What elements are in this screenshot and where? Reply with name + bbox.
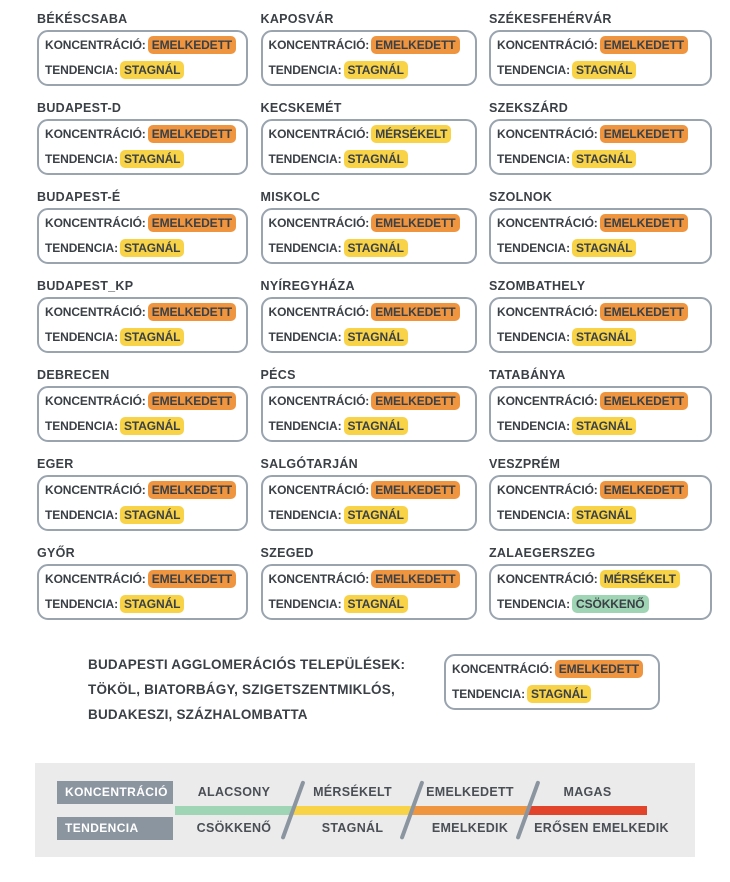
tendency-line — [497, 147, 708, 172]
concentration-label: KONCENTRÁCIÓ: — [268, 216, 370, 230]
tendency-line — [497, 414, 708, 439]
concentration-line — [45, 478, 244, 503]
tendency-label: TENDENCIA: — [268, 508, 342, 522]
city-status-box — [261, 297, 477, 353]
tendency-label: TENDENCIA: — [268, 330, 342, 344]
concentration-line — [497, 478, 708, 503]
city-status-box — [489, 297, 712, 353]
city-name: SZOLNOK — [489, 190, 553, 204]
agglomeration-status-box — [444, 654, 660, 710]
concentration-value-badge: EMELKEDETT — [148, 481, 236, 499]
legend-concentration-level: ALACSONY — [197, 785, 271, 799]
legend-concentration-label: KONCENTRÁCIÓ — [57, 781, 173, 804]
tendency-value-badge: STAGNÁL — [344, 239, 408, 257]
agglomeration-towns-line1: TÖKÖL, BIATORBÁGY, SZIGETSZENTMIKLÓS, — [88, 682, 395, 697]
concentration-line — [45, 33, 244, 58]
city-card — [489, 457, 712, 531]
tendency-value-badge: STAGNÁL — [120, 417, 184, 435]
tendency-label: TENDENCIA: — [497, 597, 570, 611]
concentration-value-badge: EMELKEDETT — [600, 36, 688, 54]
concentration-label: KONCENTRÁCIÓ: — [268, 38, 370, 52]
concentration-label: KONCENTRÁCIÓ: — [497, 127, 598, 141]
city-status-box — [261, 30, 477, 86]
tendency-label: TENDENCIA: — [452, 687, 525, 701]
concentration-value-badge: EMELKEDETT — [148, 570, 236, 588]
legend-segment-moderate — [293, 781, 412, 840]
city-name: VESZPRÉM — [489, 457, 561, 471]
concentration-label: KONCENTRÁCIÓ: — [45, 394, 146, 408]
city-card — [489, 190, 712, 264]
city-status-box — [261, 119, 477, 175]
tendency-value-badge: STAGNÁL — [120, 595, 184, 613]
concentration-value-badge: EMELKEDETT — [148, 125, 236, 143]
tendency-line — [45, 503, 244, 528]
tendency-line — [45, 236, 244, 261]
tendency-label: TENDENCIA: — [497, 508, 570, 522]
concentration-value-badge: EMELKEDETT — [371, 570, 459, 588]
city-status-box — [261, 564, 477, 620]
concentration-value-badge: EMELKEDETT — [148, 36, 236, 54]
tendency-line — [497, 503, 708, 528]
concentration-value-badge: EMELKEDETT — [148, 214, 236, 232]
concentration-line — [497, 300, 708, 325]
concentration-line — [269, 300, 473, 325]
city-card — [489, 12, 712, 86]
tendency-label: TENDENCIA: — [497, 63, 570, 77]
tendency-value-badge: STAGNÁL — [572, 150, 636, 168]
legend-segment-low — [175, 781, 293, 840]
tendency-line — [452, 682, 656, 707]
concentration-value-badge: EMELKEDETT — [600, 481, 688, 499]
city-name: BÉKÉSCSABA — [37, 12, 128, 26]
tendency-line — [269, 592, 473, 617]
tendency-value-badge: STAGNÁL — [344, 506, 408, 524]
tendency-label: TENDENCIA: — [45, 330, 118, 344]
concentration-label: KONCENTRÁCIÓ: — [268, 394, 370, 408]
concentration-label: KONCENTRÁCIÓ: — [497, 572, 598, 586]
legend-color-strip-yellow — [293, 806, 412, 815]
city-status-box — [37, 386, 248, 442]
concentration-label: KONCENTRÁCIÓ: — [268, 483, 370, 497]
concentration-value-badge: EMELKEDETT — [371, 481, 459, 499]
tendency-label: TENDENCIA: — [45, 241, 118, 255]
city-card — [489, 368, 712, 442]
tendency-value-badge: STAGNÁL — [344, 417, 408, 435]
concentration-line — [497, 122, 708, 147]
concentration-label: KONCENTRÁCIÓ: — [497, 38, 598, 52]
concentration-line — [45, 122, 244, 147]
legend-color-strip-orange — [412, 806, 528, 815]
concentration-label: KONCENTRÁCIÓ: — [45, 572, 146, 586]
tendency-value-badge: STAGNÁL — [120, 506, 184, 524]
concentration-label: KONCENTRÁCIÓ: — [497, 305, 598, 319]
tendency-label: TENDENCIA: — [45, 419, 118, 433]
concentration-line — [269, 33, 473, 58]
tendency-value-badge: STAGNÁL — [572, 239, 636, 257]
city-name: SALGÓTARJÁN — [260, 457, 359, 471]
concentration-label: KONCENTRÁCIÓ: — [452, 662, 553, 676]
city-card — [37, 368, 248, 442]
agglomeration-text — [88, 652, 405, 727]
city-name: NYÍREGYHÁZA — [260, 279, 355, 293]
legend-color-strip-green — [175, 806, 293, 815]
tendency-value-badge: STAGNÁL — [344, 328, 408, 346]
tendency-label: TENDENCIA: — [497, 241, 570, 255]
tendency-value-badge: STAGNÁL — [572, 506, 636, 524]
tendency-value-badge: STAGNÁL — [344, 61, 408, 79]
concentration-line — [269, 211, 473, 236]
tendency-value-badge: STAGNÁL — [120, 150, 184, 168]
concentration-label: KONCENTRÁCIÓ: — [268, 127, 370, 141]
city-status-box — [37, 564, 248, 620]
concentration-value-badge: EMELKEDETT — [371, 214, 459, 232]
city-grid — [37, 12, 712, 620]
tendency-label: TENDENCIA: — [268, 419, 342, 433]
tendency-label: TENDENCIA: — [497, 419, 570, 433]
tendency-line — [269, 414, 473, 439]
city-status-box — [37, 208, 248, 264]
concentration-label: KONCENTRÁCIÓ: — [497, 394, 598, 408]
tendency-line — [45, 58, 244, 83]
concentration-value-badge: MÉRSÉKELT — [371, 125, 451, 143]
concentration-line — [452, 657, 656, 682]
city-status-box — [489, 30, 712, 86]
tendency-line — [45, 147, 244, 172]
tendency-value-badge: STAGNÁL — [572, 328, 636, 346]
tendency-value-badge: STAGNÁL — [572, 61, 636, 79]
legend-color-strip-red — [528, 806, 647, 815]
city-status-box — [489, 208, 712, 264]
legend-row-labels — [57, 781, 173, 840]
tendency-line — [45, 325, 244, 350]
city-name: SZÉKESFEHÉRVÁR — [489, 12, 612, 26]
concentration-label: KONCENTRÁCIÓ: — [45, 305, 146, 319]
tendency-label: TENDENCIA: — [497, 152, 570, 166]
tendency-value-badge: STAGNÁL — [572, 417, 636, 435]
city-card — [261, 279, 477, 353]
concentration-value-badge: EMELKEDETT — [148, 392, 236, 410]
city-card — [37, 190, 248, 264]
city-status-box — [37, 475, 248, 531]
city-name: EGER — [37, 457, 74, 471]
tendency-value-badge: STAGNÁL — [120, 328, 184, 346]
legend-tendency-level: EMELKEDIK — [431, 821, 509, 835]
city-status-box — [489, 475, 712, 531]
concentration-value-badge: EMELKEDETT — [148, 303, 236, 321]
agglomeration-section — [88, 652, 660, 727]
tendency-label: TENDENCIA: — [268, 63, 342, 77]
city-status-box — [37, 297, 248, 353]
concentration-line — [45, 211, 244, 236]
city-card — [261, 546, 477, 620]
legend-tendency-level: STAGNÁL — [321, 821, 384, 835]
tendency-line — [269, 236, 473, 261]
tendency-value-badge: STAGNÁL — [344, 150, 408, 168]
legend-tendency-level: CSÖKKENŐ — [196, 821, 272, 835]
concentration-label: KONCENTRÁCIÓ: — [45, 38, 146, 52]
tendency-label: TENDENCIA: — [497, 330, 570, 344]
concentration-label: KONCENTRÁCIÓ: — [45, 483, 146, 497]
concentration-value-badge: MÉRSÉKELT — [600, 570, 680, 588]
legend-panel — [35, 763, 695, 857]
concentration-line — [269, 122, 473, 147]
tendency-value-badge: STAGNÁL — [120, 61, 184, 79]
agglomeration-towns-line2: BUDAKESZI, SZÁZHALOMBATTA — [88, 707, 308, 722]
legend-tendency-level: ERŐSEN EMELKEDIK — [534, 821, 669, 835]
concentration-label: KONCENTRÁCIÓ: — [45, 216, 146, 230]
city-card — [37, 279, 248, 353]
city-name: TATABÁNYA — [489, 368, 566, 382]
city-card — [37, 457, 248, 531]
city-name: ZALAEGERSZEG — [489, 546, 596, 560]
concentration-line — [269, 478, 473, 503]
city-status-box — [37, 30, 248, 86]
city-name: GYŐR — [37, 546, 76, 560]
legend-concentration-level: EMELKEDETT — [426, 785, 514, 799]
city-name: SZEKSZÁRD — [489, 101, 569, 115]
city-card — [261, 368, 477, 442]
city-status-box — [489, 564, 712, 620]
tendency-value-badge: CSÖKKENŐ — [572, 595, 649, 613]
concentration-label: KONCENTRÁCIÓ: — [268, 305, 370, 319]
legend-segment-high — [528, 781, 675, 840]
city-name: MISKOLC — [260, 190, 321, 204]
legend-concentration-level: MÉRSÉKELT — [313, 785, 392, 799]
city-name: BUDAPEST_KP — [37, 279, 134, 293]
city-card — [37, 12, 248, 86]
city-card — [261, 101, 477, 175]
city-status-box — [261, 386, 477, 442]
concentration-line — [497, 389, 708, 414]
concentration-line — [497, 33, 708, 58]
concentration-value-badge: EMELKEDETT — [600, 392, 688, 410]
concentration-value-badge: EMELKEDETT — [600, 214, 688, 232]
legend-segment-elevated — [412, 781, 528, 840]
concentration-value-badge: EMELKEDETT — [555, 660, 643, 678]
tendency-value-badge: STAGNÁL — [344, 595, 408, 613]
concentration-value-badge: EMELKEDETT — [600, 125, 688, 143]
concentration-value-badge: EMELKEDETT — [371, 392, 459, 410]
city-card — [37, 101, 248, 175]
tendency-label: TENDENCIA: — [268, 152, 342, 166]
city-status-box — [261, 208, 477, 264]
legend-tendency-label: TENDENCIA — [57, 817, 173, 840]
concentration-label: KONCENTRÁCIÓ: — [45, 127, 146, 141]
concentration-line — [269, 389, 473, 414]
city-card — [261, 457, 477, 531]
city-card — [261, 12, 477, 86]
concentration-label: KONCENTRÁCIÓ: — [268, 572, 370, 586]
tendency-line — [269, 503, 473, 528]
concentration-label: KONCENTRÁCIÓ: — [497, 483, 598, 497]
city-status-box — [489, 386, 712, 442]
city-status-box — [37, 119, 248, 175]
concentration-line — [497, 211, 708, 236]
city-name: SZEGED — [260, 546, 314, 560]
legend-concentration-level: MAGAS — [563, 785, 612, 799]
city-name: BUDAPEST-D — [37, 101, 122, 115]
concentration-line — [45, 567, 244, 592]
tendency-label: TENDENCIA: — [268, 241, 342, 255]
city-name: SZOMBATHELY — [489, 279, 586, 293]
tendency-label: TENDENCIA: — [45, 508, 118, 522]
tendency-line — [497, 236, 708, 261]
city-name: DEBRECEN — [37, 368, 110, 382]
concentration-line — [269, 567, 473, 592]
concentration-line — [45, 300, 244, 325]
agglomeration-title: BUDAPESTI AGGLOMERÁCIÓS TELEPÜLÉSEK: — [88, 657, 406, 672]
city-card — [37, 546, 248, 620]
city-status-box — [489, 119, 712, 175]
tendency-line — [497, 58, 708, 83]
city-card — [489, 101, 712, 175]
tendency-line — [269, 325, 473, 350]
tendency-line — [269, 147, 473, 172]
tendency-label: TENDENCIA: — [45, 63, 118, 77]
tendency-value-badge: STAGNÁL — [527, 685, 591, 703]
concentration-value-badge: EMELKEDETT — [600, 303, 688, 321]
tendency-line — [497, 325, 708, 350]
legend-scale — [175, 781, 675, 840]
concentration-value-badge: EMELKEDETT — [371, 36, 459, 54]
city-status-box — [261, 475, 477, 531]
tendency-line — [45, 592, 244, 617]
concentration-label: KONCENTRÁCIÓ: — [497, 216, 598, 230]
tendency-label: TENDENCIA: — [45, 152, 118, 166]
city-name: KECSKEMÉT — [260, 101, 342, 115]
tendency-label: TENDENCIA: — [268, 597, 342, 611]
concentration-line — [45, 389, 244, 414]
city-card — [261, 190, 477, 264]
city-name: KAPOSVÁR — [260, 12, 334, 26]
city-name: BUDAPEST-É — [37, 190, 121, 204]
tendency-line — [45, 414, 244, 439]
city-card — [489, 546, 712, 620]
tendency-label: TENDENCIA: — [45, 597, 118, 611]
city-name: PÉCS — [260, 368, 296, 382]
tendency-line — [497, 592, 708, 617]
tendency-line — [269, 58, 473, 83]
city-card — [489, 279, 712, 353]
tendency-value-badge: STAGNÁL — [120, 239, 184, 257]
concentration-line — [497, 567, 708, 592]
concentration-value-badge: EMELKEDETT — [371, 303, 459, 321]
